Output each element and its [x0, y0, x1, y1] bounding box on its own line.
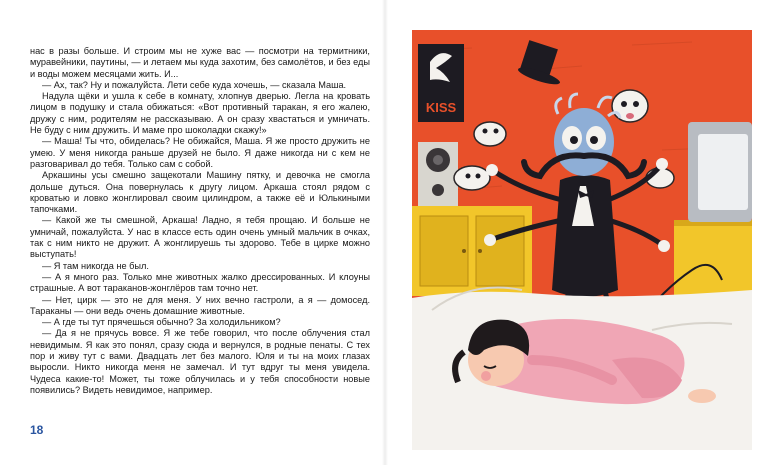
paragraph: — Ах, так? Ну и пожалуйста. Лети себе куда хочешь, — сказала Маша.	[42, 79, 347, 90]
paragraph: — Я там никогда не был.	[42, 260, 149, 271]
page-number: 18	[30, 423, 44, 437]
illustration	[412, 30, 752, 450]
paragraph: — Да я не прячусь вовсе. Я же тебе говорил, что после облучения стал невидимым. Я как это понял, сразу сюда и вернулся, в родные пенаты. С тех пор и живу тут с вами. Двадцать лет без малого. Юля и ты на моих глазах выросли. Никто никогда меня не замечал. И тут вдруг ты меня увидела. Чудеса какие-то! Может, ты тоже облучилась и у тебя способности новые появились? Видеть невидимое, например.	[30, 328, 370, 395]
tv	[688, 122, 752, 222]
paragraph: — Маша! Ты что, обиделась? Не обижайся, Маша. Я же просто дружить не умею. У меня никогда раньше друзей не было. Я даже никогда ни с кем не разговаривал до тебя. Только сам с собой.	[30, 136, 370, 169]
paragraph: нас в разы больше. И строим мы не хуже вас — посмотри на термитники, муравейники, паутины, — и летаем мы куда захотим, без самолётов, и без еды и воды можем месяцами жить. И...	[30, 46, 370, 79]
speaker	[418, 142, 458, 206]
cabinet	[412, 206, 532, 296]
book-gutter	[382, 0, 388, 465]
paragraph: Аркашины усы смешно защекотали Машину пятку, и девочка не смогла дольше дуться. Она повернулась к другу лицом. Аркаша стоял рядом с кроватью и ловко жонглировал своим цилиндром, а также её и Юлькиными тапочками.	[30, 170, 370, 215]
poster-text: KISS	[425, 100, 457, 115]
kiss-poster	[418, 44, 464, 122]
paragraph: — Какой же ты смешной, Аркаша! Ладно, я тебя прощаю. И больше не умничай, пожалуйста. У нас в классе есть один очень умный мальчик в очках, так с ним никто не дружит. А жонглируешь ты здорово. Тебе в цирке можно выступать!	[30, 215, 370, 260]
paragraph: Надула щёки и ушла к себе в комнату, хлопнув дверью. Легла на кровать лицом в подушку и стала обижаться: «Вот противный таракан, я его жалею, дружу с ним, родителям не рассказываю. А он сразу хвастаться и умничать. Не буду с ним дружить. И маме про шоколадки скажу!»	[30, 91, 370, 136]
paragraph: — А где ты тут прячешься обычно? За холодильником?	[42, 317, 281, 328]
paragraph: — Нет, цирк — это не для меня. У них вечно гастроли, а я — домосед. Тараканы — они ведь очень домашние животные.	[30, 294, 370, 316]
text-column	[30, 46, 370, 396]
paragraph: — А я много раз. Только мне животных жалко дрессированных. И клоуны страшные. А вот тараканов-жонглёров там точно нет.	[30, 271, 370, 294]
